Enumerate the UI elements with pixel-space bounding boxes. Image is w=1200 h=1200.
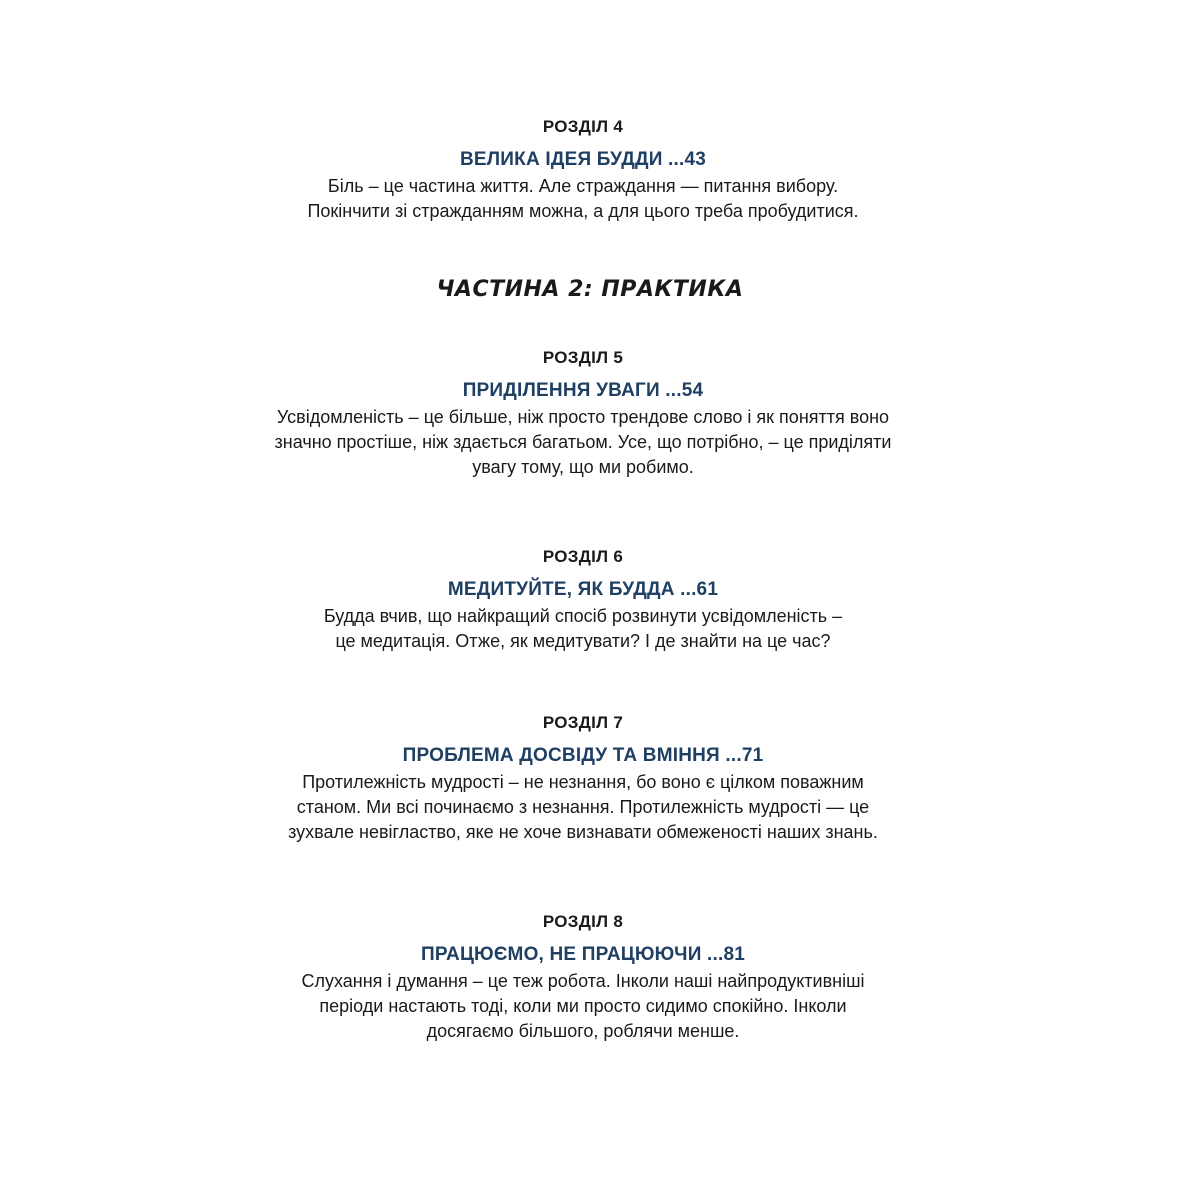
chapter-description [0,604,1166,654]
description-line: увагу тому, що ми робимо. [472,457,694,477]
chapter-label: РОЗДІЛ 6 [542,547,624,566]
chapter-description [0,969,1166,1044]
chapter-label: РОЗДІЛ 4 [542,117,624,136]
chapter-title: ВЕЛИКА ІДЕЯ БУДДИ ...43 [459,149,706,170]
chapter-title: ПРИДІЛЕННЯ УВАГИ ...54 [462,380,704,401]
description-line: Будда вчив, що найкращий спосіб розвинути усвідомленість – [323,606,843,626]
chapter-title: ПРАЦЮЄМО, НЕ ПРАЦЮЮЧИ ...81 [420,944,746,965]
description-line: зухвале невігластво, яке не хоче визнавати обмеженості наших знань. [288,822,878,842]
toc-entry-chapter-6 [0,547,1166,654]
description-line: періоди настають тоді, коли ми просто сидимо спокійно. Інколи [319,996,847,1016]
toc-entry-chapter-5 [0,348,1166,480]
toc-entry-chapter-4 [0,117,1166,224]
toc-entry-chapter-7 [0,713,1166,845]
description-line: Біль – це частина життя. Але страждання — питання вибору. [327,176,839,196]
chapter-description [0,405,1166,480]
description-line: Протилежність мудрості – не незнання, бо воно є цілком поважним [302,772,864,792]
chapter-title: ПРОБЛЕМА ДОСВІДУ ТА ВМІННЯ ...71 [402,745,764,766]
description-line: значно простіше, ніж здається багатьом. Усе, що потрібно, – це приділяти [274,432,892,452]
chapter-title: МЕДИТУЙТЕ, ЯК БУДДА ...61 [447,579,719,600]
toc-entry-chapter-8 [0,912,1166,1044]
chapter-label: РОЗДІЛ 8 [542,912,624,931]
chapter-label: РОЗДІЛ 7 [542,713,624,732]
part-heading: ЧАСТИНА 2: ПРАКТИКА [436,277,744,302]
description-line: Покінчити зі стражданням можна, а для цього треба пробудитися. [307,201,859,221]
description-line: Слухання і думання – це теж робота. Інколи наші найпродуктивніші [301,971,865,991]
description-line: це медитація. Отже, як медитувати? І де знайти на це час? [335,631,831,651]
description-line: станом. Ми всі починаємо з незнання. Протилежність мудрості — це [296,797,870,817]
chapter-label: РОЗДІЛ 5 [542,348,624,367]
chapter-description [0,174,1166,224]
chapter-description [0,770,1166,845]
description-line: досягаємо більшого, роблячи менше. [426,1021,740,1041]
description-line: Усвідомленість – це більше, ніж просто трендове слово і як поняття воно [276,407,890,427]
